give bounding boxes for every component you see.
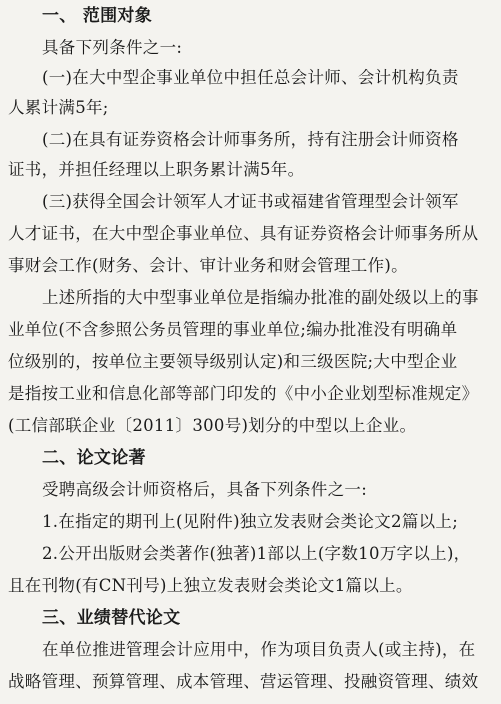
paragraph-line: 事财会工作(财务、会计、审计业务和财会管理工作)。	[8, 256, 408, 275]
paragraph-line: 证书，并担任经理以上职务累计满5年。	[8, 160, 305, 179]
paragraph-line: (二)在具有证券资格会计师事务所，持有注册会计师资格	[42, 130, 459, 149]
paragraph-line: 业单位(不含参照公务员管理的事业单位;编办批准没有明确单	[8, 320, 458, 339]
paragraph-line: 具备下列条件之一:	[42, 38, 183, 57]
paragraph-line: 上述所指的大中型事业单位是指编办批准的副处级以上的事	[42, 288, 479, 307]
paragraph-line: 人才证书，在大中型企事业单位、具有证券资格会计师事务所从	[8, 224, 479, 243]
section-heading-performance: 三、业绩替代论文	[42, 608, 181, 628]
list-item: 2.公开出版财会类著作(独著)1部以上(字数10万字以上)，	[42, 544, 471, 563]
paragraph-line: 在单位推进管理会计应用中，作为项目负责人(或主持)，在	[42, 640, 476, 659]
paragraph-line: 战略管理、预算管理、成本管理、营运管理、投融资管理、绩效	[8, 672, 479, 691]
section-heading-scope: 一、 范围对象	[42, 6, 153, 26]
list-item: 1.在指定的期刊上(见附件)独立发表财会类论文2篇以上;	[42, 512, 459, 531]
paragraph-line: (工信部联企业〔2011〕300号)划分的中型以上企业。	[8, 416, 417, 435]
section-heading-papers: 二、论文论著	[42, 448, 146, 468]
paragraph-line: 位级别的，按单位主要领导级别认定)和三级医院;大中型企业	[8, 352, 458, 371]
paragraph-line: 且在刊物(有CN刊号)上独立发表财会类论文1篇以上。	[8, 576, 413, 595]
paragraph-line: 是指按工业和信息化部等部门印发的《中小企业划型标准规定》	[8, 384, 479, 403]
paragraph-line: 人累计满5年;	[8, 98, 109, 117]
paragraph-line: (三)获得全国会计领军人才证书或福建省管理型会计领军	[42, 192, 459, 211]
paragraph-line: 受聘高级会计师资格后，具备下列条件之一:	[42, 480, 368, 499]
paragraph-line: (一)在大中型企事业单位中担任总会计师、会计机构负责	[42, 68, 459, 87]
